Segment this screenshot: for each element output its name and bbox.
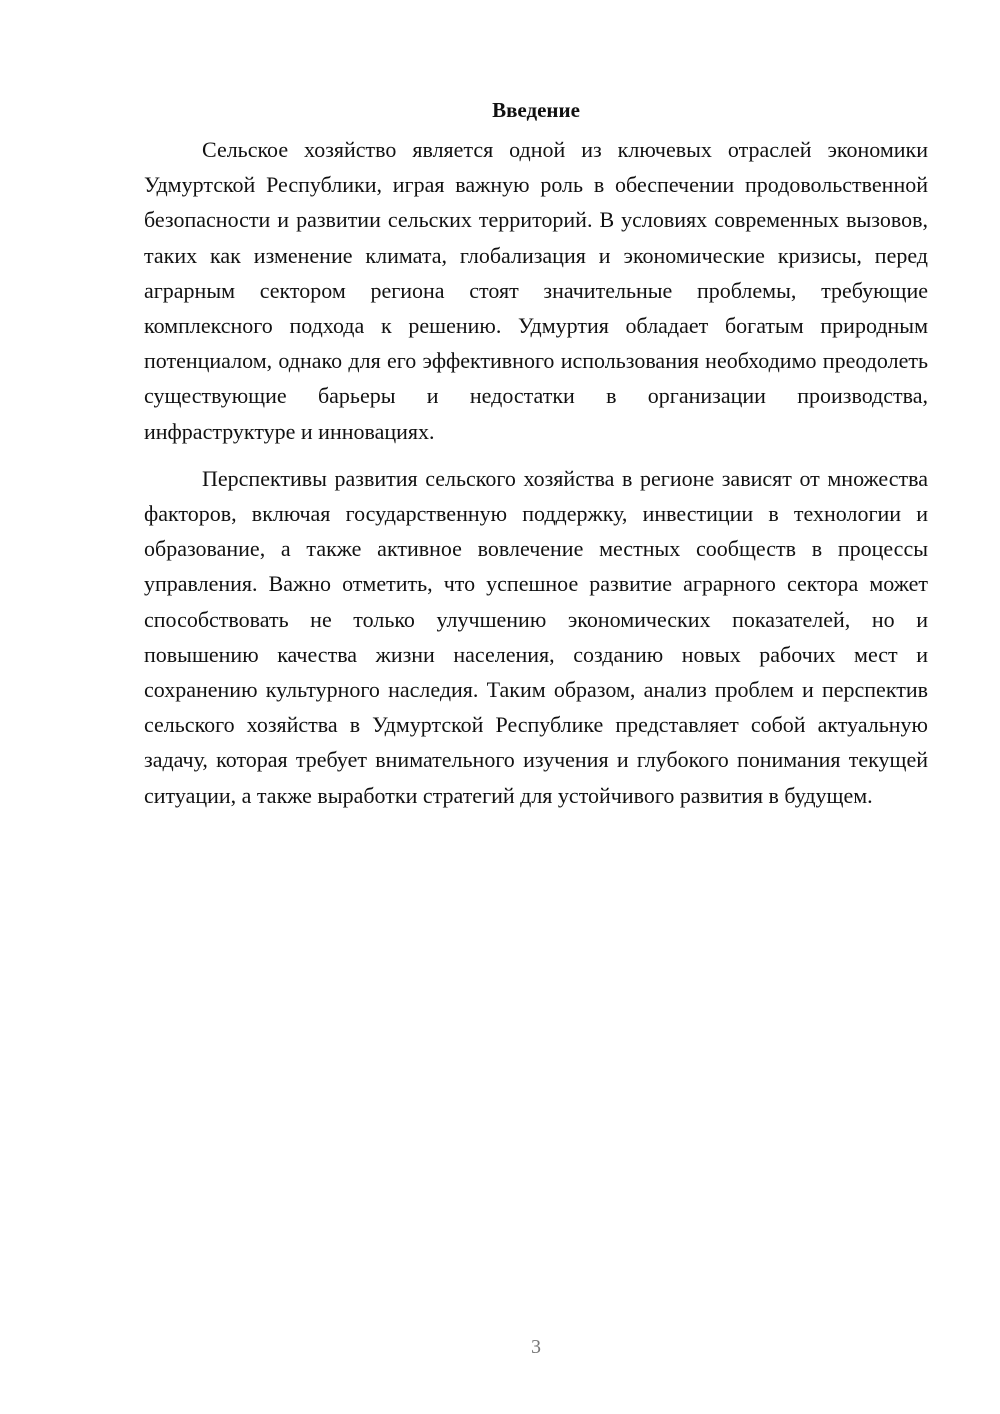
paragraph-2: Перспективы развития сельского хозяйства в регионе зависят от множества факторов, включая государственную поддержку, инвестиции в технологии и образование, а также активное вовлечение местных сообществ в процессы управления. Важно отметить, что успешное развитие аграрного сектора может способствовать не только улучшению экономических показателей, но и повышению качества жизни населения, созданию новых рабочих мест и сохранению культурного наследия. Таким образом, анализ проблем и перспектив сельского хозяйства в Удмуртской Республике представляет собой актуальную задачу, которая требует внимательного изучения и глубокого понимания текущей ситуации, а также выработки стратегий для устойчивого развития в будущем. — [144, 465, 928, 808]
paragraph-1: Сельское хозяйство является одной из ключевых отраслей экономики Удмуртской Республики, играя важную роль в обеспечении продовольственной безопасности и развитии сельских территорий. В условиях современных вызовов, таких как изменение климата, глобализация и экономические кризисы, перед аграрным сектором региона стоят значительные проблемы, требующие комплексного подхода к решению. Удмуртия обладает богатым природным потенциалом, однако для его эффективного использования необходимо преодолеть существующие барьеры и недостатки в организации производства, инфраструктуре и инновациях. — [144, 137, 928, 444]
page-content — [144, 94, 928, 813]
section-heading: Введение — [492, 98, 580, 122]
page-number: 3 — [531, 1336, 541, 1358]
